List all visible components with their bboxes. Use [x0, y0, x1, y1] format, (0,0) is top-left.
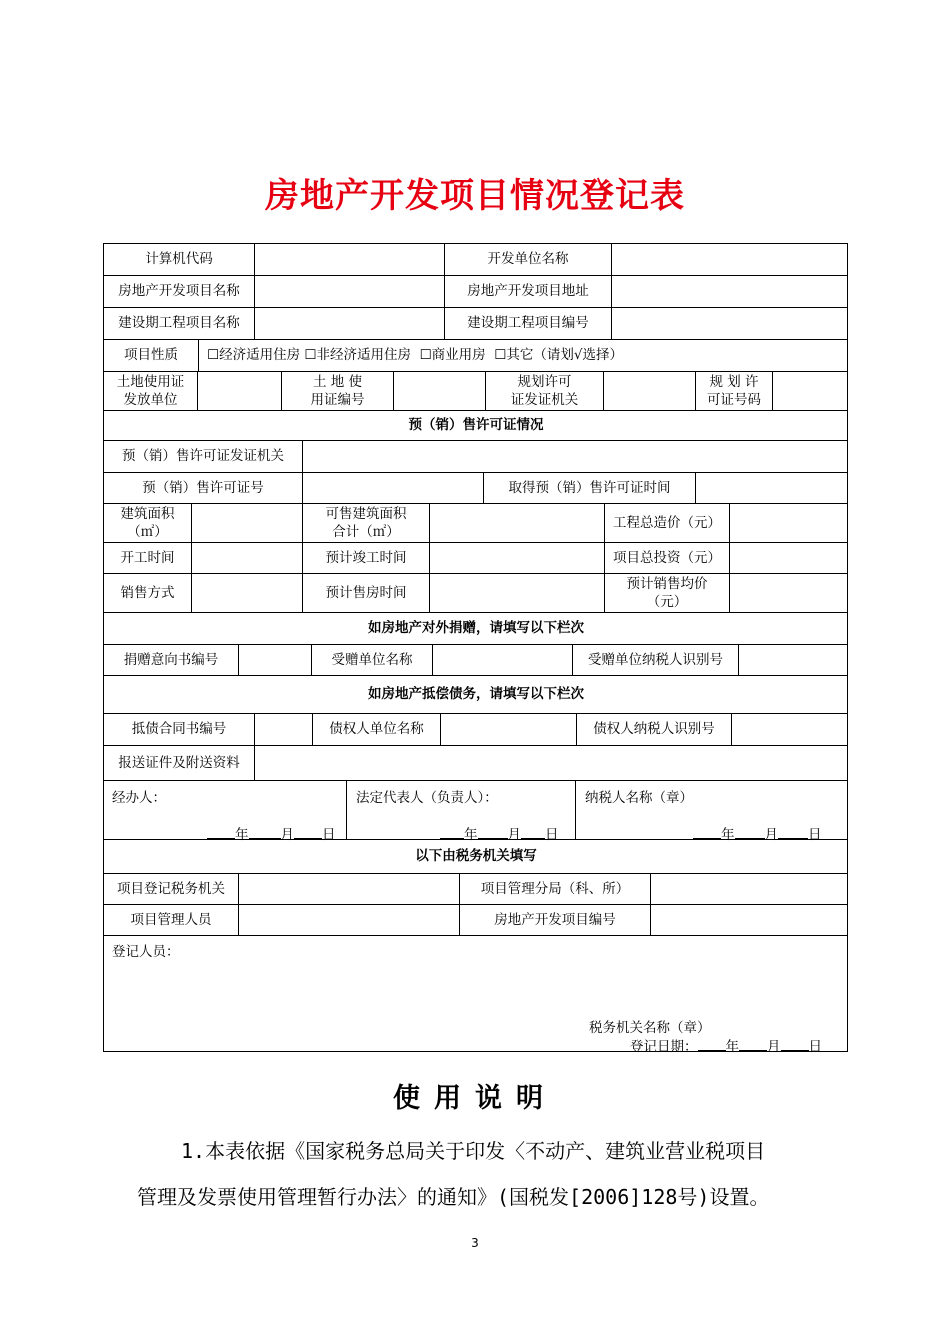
field-donee-tax-id[interactable]	[738, 644, 848, 675]
label-donee-tax-id: 受赠单位纳税人识别号	[572, 644, 738, 675]
field-presale-number[interactable]	[302, 472, 483, 503]
field-computer-code[interactable]	[254, 243, 444, 275]
month-label: 月	[280, 827, 294, 843]
field-attachments[interactable]	[254, 745, 848, 780]
field-total-investment[interactable]	[729, 542, 848, 573]
label-computer-code: 计算机代码	[103, 243, 254, 275]
label-sale-date: 预计售房时间	[302, 573, 429, 612]
label-taxpayer-name: 纳税人名称（章）	[585, 790, 693, 806]
label-saleable-area	[302, 503, 429, 542]
field-project-manager[interactable]	[238, 904, 459, 935]
field-donation-letter-number[interactable]	[238, 644, 311, 675]
label-attachments: 报送证件及附送资料	[103, 745, 254, 780]
label-planning-permit-issuer-line1: 规划许可	[517, 373, 572, 390]
label-project-name: 房地产开发项目名称	[103, 275, 254, 307]
field-management-branch[interactable]	[650, 873, 848, 904]
label-handler: 经办人：	[112, 790, 166, 806]
label-management-branch: 项目管理分局（科、所）	[459, 873, 650, 904]
label-saleable-area-line1: 可售建筑面积	[325, 505, 407, 522]
registration-date-line	[630, 1035, 822, 1055]
label-building-area-line2: （㎡）	[127, 524, 168, 540]
label-land-cert-issuer-line2: 发放单位	[123, 392, 178, 408]
label-land-cert-number-line2: 用证编号	[310, 392, 365, 408]
field-planning-permit-issuer[interactable]	[603, 371, 695, 410]
field-total-cost[interactable]	[729, 503, 848, 542]
year-label: 年	[725, 1039, 739, 1055]
day-label: 日	[322, 827, 336, 843]
label-completion-date: 预计竣工时间	[302, 542, 429, 573]
label-planning-permit-number-line2: 可证号码	[707, 392, 761, 408]
field-creditor-tax-id[interactable]	[731, 713, 848, 745]
page-number: 3	[471, 1236, 479, 1250]
label-saleable-area-line2: 合计（㎡）	[332, 524, 400, 540]
label-presale-number: 预（销）售许可证号	[103, 472, 302, 503]
field-completion-date[interactable]	[429, 542, 604, 573]
project-nature-options[interactable]: ☐经济适用住房 ☐非经济适用住房 ☐商业用房 ☐其它（请划√选择）	[198, 339, 848, 371]
label-debt-contract-number: 抵债合同书编号	[103, 713, 254, 745]
label-start-date: 开工时间	[103, 542, 191, 573]
field-registration-tax-office[interactable]	[238, 873, 459, 904]
day-label: 日	[808, 827, 822, 843]
month-label: 月	[767, 1039, 781, 1055]
label-total-investment: 项目总投资（元）	[604, 542, 729, 573]
section-tax-office: 以下由税务机关填写	[103, 839, 848, 873]
label-avg-price	[604, 573, 729, 612]
label-developer-name: 开发单位名称	[444, 243, 611, 275]
field-construction-project-name[interactable]	[254, 307, 444, 339]
label-total-cost: 工程总造价（元）	[604, 503, 729, 542]
field-donee-name[interactable]	[432, 644, 572, 675]
month-label: 月	[507, 827, 521, 843]
section-donation: 如房地产对外捐赠，请填写以下栏次	[103, 612, 848, 644]
field-sale-date[interactable]	[429, 573, 604, 612]
year-label: 年	[464, 827, 478, 843]
field-saleable-area[interactable]	[429, 503, 604, 542]
label-construction-project-name: 建设期工程项目名称	[103, 307, 254, 339]
field-land-cert-number[interactable]	[393, 371, 485, 410]
label-sales-method: 销售方式	[103, 573, 191, 612]
field-construction-project-number[interactable]	[611, 307, 848, 339]
section-presale: 预（销）售许可证情况	[103, 410, 848, 440]
form-title: 房地产开发项目情况登记表	[265, 176, 685, 216]
field-project-address[interactable]	[611, 275, 848, 307]
instructions-heading: 使用说明	[393, 1083, 557, 1114]
label-project-number: 房地产开发项目编号	[459, 904, 650, 935]
year-label: 年	[721, 827, 735, 843]
label-planning-permit-issuer	[485, 371, 603, 410]
month-label: 月	[764, 827, 778, 843]
section-debt: 如房地产抵偿债务，请填写以下栏次	[103, 675, 848, 713]
label-land-cert-issuer	[103, 371, 197, 410]
field-project-name[interactable]	[254, 275, 444, 307]
label-legal-rep: 法定代表人（负责人）：	[356, 790, 498, 806]
field-creditor-name[interactable]	[440, 713, 576, 745]
field-presale-date[interactable]	[695, 472, 848, 503]
field-start-date[interactable]	[191, 542, 302, 573]
label-presale-issuer: 预（销）售许可证发证机关	[103, 440, 302, 472]
label-creditor-tax-id: 债权人纳税人识别号	[576, 713, 731, 745]
label-building-area-line1: 建筑面积	[120, 505, 175, 522]
field-avg-price[interactable]	[729, 573, 848, 612]
instructions-line-1: 1.本表依据《国家税务总局关于印发〈不动产、建筑业营业税项目	[181, 1139, 766, 1163]
label-tax-office-name: 税务机关名称（章）	[589, 1020, 711, 1036]
label-planning-permit-number-line1: 规 划 许	[709, 373, 759, 390]
label-presale-date: 取得预（销）售许可证时间	[483, 472, 695, 503]
label-registrar: 登记人员：	[112, 944, 180, 960]
label-donee-name: 受赠单位名称	[311, 644, 432, 675]
field-developer-name[interactable]	[611, 243, 848, 275]
label-avg-price-line1: 预计销售均价	[626, 575, 708, 592]
year-label: 年	[235, 827, 249, 843]
label-building-area	[103, 503, 191, 542]
field-presale-issuer[interactable]	[302, 440, 848, 472]
label-planning-permit-number	[695, 371, 772, 410]
field-building-area[interactable]	[191, 503, 302, 542]
label-land-cert-number-line1: 土 地 使	[312, 373, 363, 390]
label-planning-permit-issuer-line2: 证发证机关	[510, 392, 579, 408]
label-registration-tax-office: 项目登记税务机关	[103, 873, 238, 904]
instructions-line-2: 管理及发票使用管理暂行办法〉的通知》(国税发[2006]128号)设置。	[137, 1185, 770, 1209]
label-registration-date: 登记日期：	[630, 1039, 698, 1055]
label-construction-project-number: 建设期工程项目编号	[444, 307, 611, 339]
label-project-manager: 项目管理人员	[103, 904, 238, 935]
label-project-nature: 项目性质	[103, 339, 198, 371]
field-land-cert-issuer[interactable]	[197, 371, 281, 410]
label-land-cert-number	[281, 371, 393, 410]
field-project-number[interactable]	[650, 904, 848, 935]
field-debt-contract-number[interactable]	[254, 713, 312, 745]
label-creditor-name: 债权人单位名称	[312, 713, 440, 745]
label-land-cert-issuer-line1: 土地使用证	[116, 373, 185, 390]
day-label: 日	[545, 827, 559, 843]
day-label: 日	[808, 1039, 822, 1055]
field-sales-method[interactable]	[191, 573, 302, 612]
label-donation-letter-number: 捐赠意向书编号	[103, 644, 238, 675]
label-project-address: 房地产开发项目地址	[444, 275, 611, 307]
field-planning-permit-number[interactable]	[772, 371, 848, 410]
label-avg-price-line2: （元）	[646, 594, 688, 610]
